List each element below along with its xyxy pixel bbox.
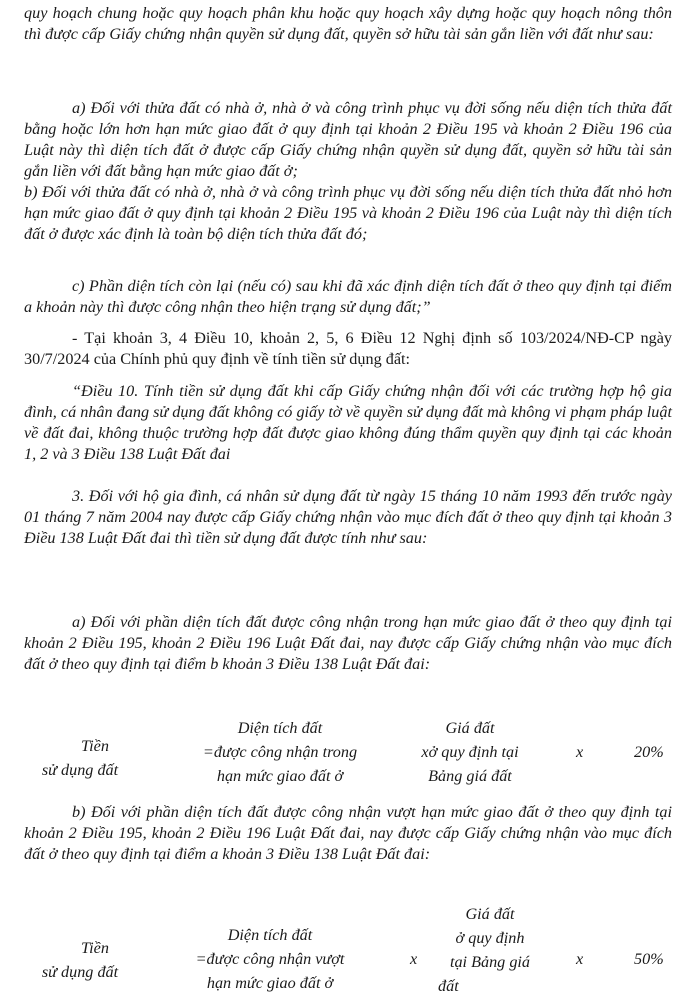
formula2-lhs-line2: sử dụng đất — [41, 963, 119, 981]
paragraph-decree-reference: - Tại khoản 3, 4 Điều 10, khoản 2, 5, 6 Điều 12 Nghị định số 103/2024/NĐ-CP ngày 30/7/2024 của Chính phủ quy định về tính tiền sử dụng đất: — [24, 329, 672, 368]
formula2-price-line3: tại Bảng giá — [449, 953, 531, 971]
formula2-multiply-sign-2: x — [576, 950, 584, 968]
paragraph-clause-3: 3. Đối với hộ gia đình, cá nhân sử dụng đất từ ngày 15 tháng 10 năm 1993 đến trước ngày 01 tháng 7 năm 2004 nay được cấp Giấy chứng nhận vào mục đích đất ở theo quy định tại khoản 3 Điều 138 Luật Đất đai thì tiền sử dụng đất được tính như sau: — [24, 487, 672, 547]
paragraph-article-10: “Điều 10. Tính tiền sử dụng đất khi cấp Giấy chứng nhận đối với các trường hợp hộ gia đình, cá nhân đang sử dụng đất không có giấy tờ về quyền sử dụng đất mà không vi phạm pháp luật về đất đai, không thuộc trường hợp đất được giao không đúng thẩm quyền quy định tại các khoản 1, 2 và 3 Điều 138 Luật Đất đai — [24, 382, 672, 463]
formula1-area-line1: Diện tích đất — [237, 719, 323, 737]
formula2-price-line4: đất — [438, 977, 459, 995]
formula2-price-line2: ở quy định — [455, 929, 525, 947]
formula1-price-line3: Bảng giá đất — [428, 767, 512, 785]
paragraph-point-a: a) Đối với thửa đất có nhà ở, nhà ở và công trình phục vụ đời sống nếu diện tích thửa đất bằng hoặc lớn hơn hạn mức giao đất ở quy định tại khoản 2 Điều 195 và khoản 2 Điều 196 của Luật này thì diện tích đất ở được cấp Giấy chứng nhận quyền sử dụng đất, quyền sở hữu tài sản gắn liền với đất bằng hạn mức giao đất ở; — [24, 99, 672, 180]
formula1-lhs-line2: sử dụng đất — [41, 761, 119, 779]
formula2-lhs-line1: Tiền — [81, 939, 109, 957]
formula1-area-line2: =được công nhận trong — [202, 743, 358, 761]
formula1-price-line1: Giá đất — [445, 719, 495, 737]
paragraph-clause-3a: a) Đối với phần diện tích đất được công nhận trong hạn mức giao đất ở theo quy định tại khoản 2 Điều 195, khoản 2 Điều 196 Luật Đất đai, nay được cấp Giấy chứng nhận vào mục đích đất ở theo quy định tại điểm b khoản 3 Điều 138 Luật Đất đai: — [24, 613, 672, 673]
formula1-lhs-line1: Tiền — [81, 737, 109, 755]
formula2-area-line1: Diện tích đất — [227, 926, 313, 944]
formula2-price-line1: Giá đất — [465, 905, 515, 923]
formula2-area-line3: hạn mức giao đất ở — [206, 974, 334, 992]
paragraph-clause-3b: b) Đối với phần diện tích đất được công nhận vượt hạn mức giao đất ở theo quy định tại khoản 2 Điều 195, khoản 2 Điều 196 Luật Đất đai, nay được cấp Giấy chứng nhận vào mục đích đất ở theo quy định tại điểm a khoản 3 Điều 138 Luật Đất đai: — [24, 803, 672, 863]
formula1-area-line3: hạn mức giao đất ở — [216, 767, 344, 785]
paragraph-intro: quy hoạch chung hoặc quy hoạch phân khu hoặc quy hoạch xây dựng hoặc quy hoạch nông thôn thì được cấp Giấy chứng nhận quyền sử dụng đất, quyền sở hữu tài sản gắn liền với đất như sau: — [24, 4, 672, 43]
formula2-area-line2: =được công nhận vượt — [195, 950, 345, 968]
paragraph-point-c: c) Phần diện tích còn lại (nếu có) sau khi đã xác định diện tích đất ở theo quy định tại điểm a khoản này thì được công nhận theo hiện trạng sử dụng đất;” — [24, 277, 672, 316]
formula1-percent: 20% — [634, 743, 664, 761]
formula1-price-line2: xở quy định tại — [421, 743, 519, 761]
formula2-percent: 50% — [634, 950, 664, 968]
formula1-multiply-sign: x — [576, 743, 584, 761]
formula2-multiply-sign-1: x — [410, 950, 418, 968]
paragraph-point-b: b) Đối với thửa đất có nhà ở, nhà ở và công trình phục vụ đời sống nếu diện tích thửa đất nhỏ hơn hạn mức giao đất ở quy định tại khoản 2 Điều 195 và khoản 2 Điều 196 của Luật này thì diện tích đất ở được xác định là toàn bộ diện tích thửa đất đó; — [24, 183, 672, 243]
